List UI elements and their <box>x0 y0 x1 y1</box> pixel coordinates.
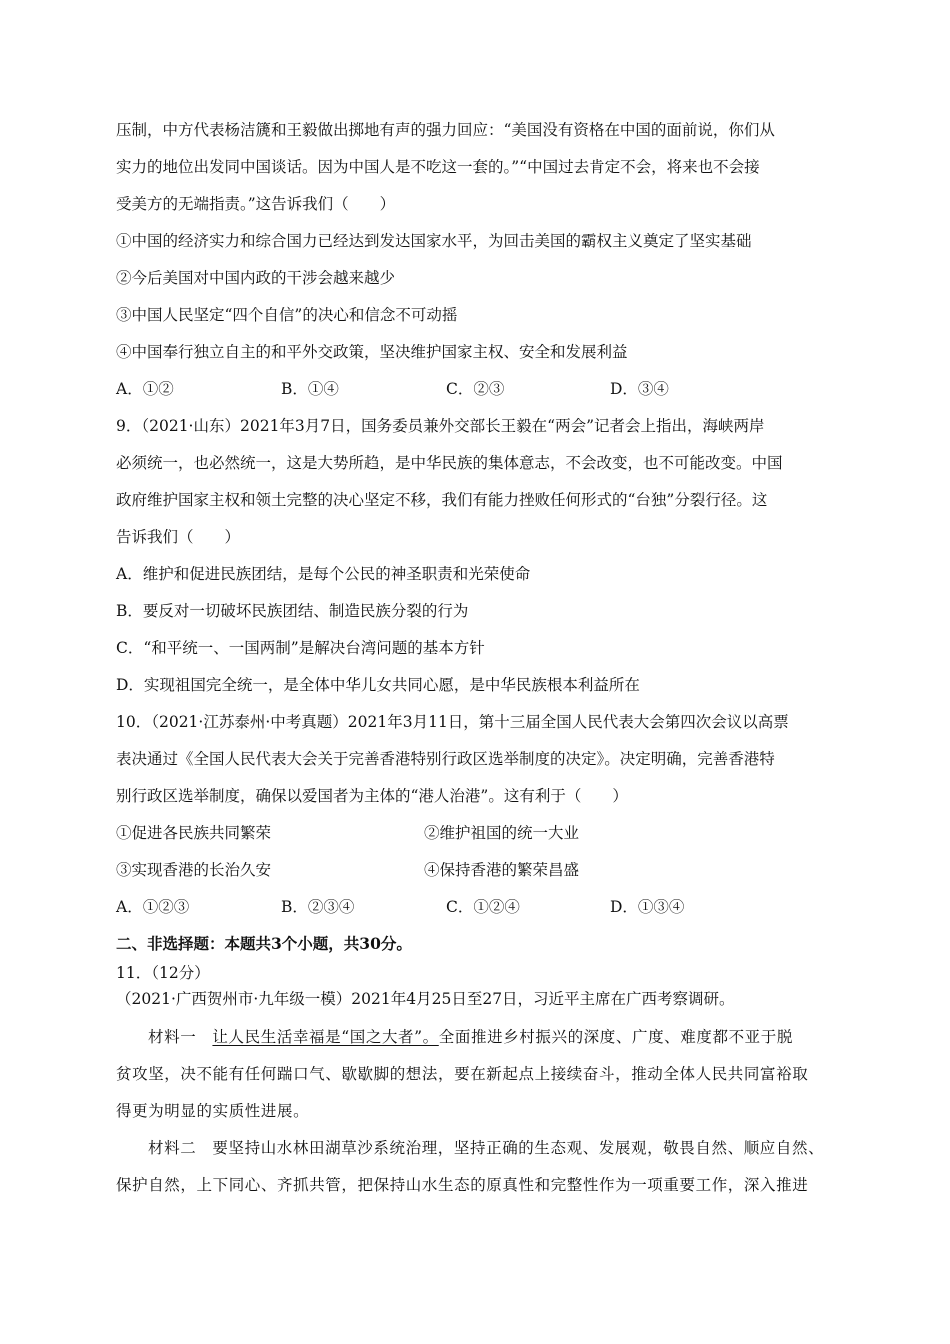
q10-option-b[interactable]: B．②③④ <box>281 898 355 916</box>
material-1-rest: 全面推进乡村振兴的深度、广度、难度都不亚于脱 <box>438 1028 793 1046</box>
q8-item-3: ③中国人民坚定“四个自信”的决心和信念不可动摇 <box>116 306 458 324</box>
q8-option-b[interactable]: B．①④ <box>281 380 339 398</box>
q10-item-2: ②维护祖国的统一大业 <box>424 824 580 842</box>
q8-line-2: 实力的地位出发同中国谈话。因为中国人是不吃这一套的。”“中国过去肯定不会，将来也不会接 <box>116 158 760 176</box>
q9-line-1: 9．（2021·山东）2021年3月7日，国务委员兼外交部长王毅在“两会”记者会上指出，海峡两岸 <box>116 417 765 435</box>
q11-material-1-line-1 <box>148 1027 793 1047</box>
q9-option-b[interactable]: B．要反对一切破坏民族团结、制造民族分裂的行为 <box>116 602 469 620</box>
q10-item-4: ④保持香港的繁荣昌盛 <box>424 861 580 879</box>
q10-line-2: 表决通过《全国人民代表大会关于完善香港特别行政区选举制度的决定》。决定明确，完善香港特 <box>116 750 775 768</box>
q8-option-c[interactable]: C．②③ <box>446 380 505 398</box>
q9-option-c[interactable]: C．“和平统一、一国两制”是解决台湾问题的基本方针 <box>116 639 485 657</box>
q11-header: 11．（12分） <box>116 964 210 982</box>
q11-material-1-line-2: 贫攻坚，决不能有任何踹口气、歇歇脚的想法，要在新起点上接续奋斗，推动全体人民共同富裕取 <box>116 1065 809 1083</box>
q10-line-3: 别行政区选举制度，确保以爱国者为主体的“港人治港”。这有利于（ ） <box>116 787 628 805</box>
q8-item-4: ④中国奉行独立自主的和平外交政策，坚决维护国家主权、安全和发展利益 <box>116 343 628 361</box>
material-1-label: 材料一 <box>148 1028 197 1046</box>
material-1-underlined: 让人民生活幸福是“国之大者”。 <box>212 1028 439 1046</box>
q10-option-c[interactable]: C．①②④ <box>446 898 520 916</box>
q10-line-1: 10．（2021·江苏泰州·中考真题）2021年3月11日，第十三届全国人民代表大会第四次会议以高票 <box>116 713 789 731</box>
q8-item-2: ②今后美国对中国内政的干涉会越来越少 <box>116 269 396 287</box>
q11-material-2-line-2: 保护自然，上下同心、齐抓共管，把保持山水生态的原真性和完整性作为一项重要工作，深入推进 <box>116 1176 809 1194</box>
q9-line-4: 告诉我们（ ） <box>116 528 241 546</box>
q10-option-a[interactable]: A．①②③ <box>116 898 190 916</box>
q8-option-a[interactable]: A．①② <box>116 380 174 398</box>
q11-material-2-line-1: 材料二 要坚持山水林田湖草沙系统治理，坚持正确的生态观、发展观，敬畏自然、顺应自然、 <box>148 1139 825 1157</box>
q8-line-1: 压制，中方代表杨洁篪和王毅做出掷地有声的强力回应：“美国没有资格在中国的面前说，你们从 <box>116 121 775 139</box>
q9-option-d[interactable]: D．实现祖国完全统一，是全体中华儿女共同心愿，是中华民族根本利益所在 <box>116 676 640 694</box>
q10-item-3: ③实现香港的长治久安 <box>116 861 272 879</box>
q11-material-1-line-3: 得更为明显的实质性进展。 <box>116 1102 310 1120</box>
q8-item-1: ①中国的经济实力和综合国力已经达到发达国家水平，为回击美国的霸权主义奠定了坚实基础 <box>116 232 752 250</box>
q8-option-d[interactable]: D．③④ <box>610 380 669 398</box>
q10-item-1: ①促进各民族共同繁荣 <box>116 824 272 842</box>
q9-option-a[interactable]: A．维护和促进民族团结，是每个公民的神圣职责和光荣使命 <box>116 565 531 583</box>
q10-option-d[interactable]: D．①③④ <box>610 898 685 916</box>
q9-line-2: 必须统一，也必然统一，这是大势所趋，是中华民族的集体意志，不会改变，也不可能改变。中国 <box>116 454 783 472</box>
q8-line-3: 受美方的无端指责。”这告诉我们（ ） <box>116 195 396 213</box>
q9-line-3: 政府维护国家主权和领土完整的决心坚定不移，我们有能力挫败任何形式的“台独”分裂行径。这 <box>116 491 768 509</box>
section-heading: 二、非选择题：本题共3个小题，共30分。 <box>116 934 412 953</box>
q11-source: （2021·广西贺州市·九年级一模）2021年4月25日至27日，习近平主席在广西考察调研。 <box>116 990 735 1008</box>
